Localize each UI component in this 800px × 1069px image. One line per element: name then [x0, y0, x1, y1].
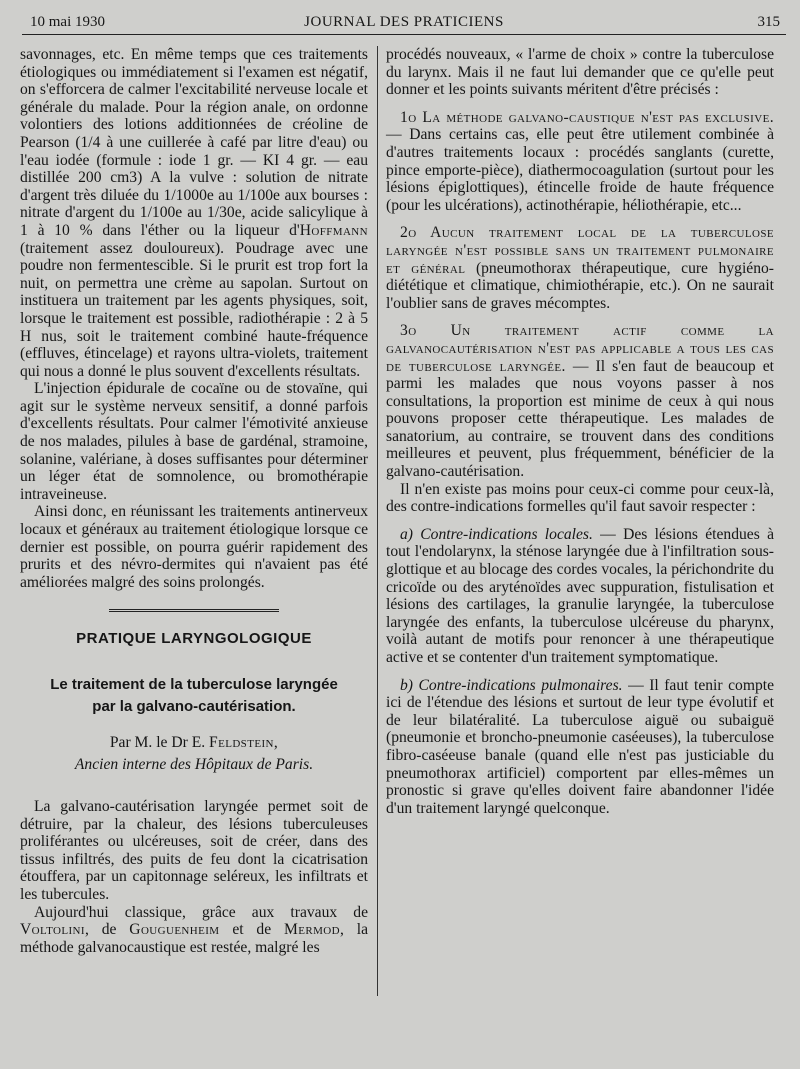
column-rule — [377, 46, 378, 996]
paragraph: Aujourd'hui classique, grâce aux travaux de Voltolini, de Gouguenheim et de Mermod, la méthode galvanocaustique est restée, malgré les — [20, 903, 368, 956]
left-column — [20, 46, 368, 1059]
article-title — [20, 674, 368, 718]
article-byline: Par M. le Dr E. Feldstein, — [109, 734, 279, 751]
section-heading: PRATIQUE LARYNGOLOGIQUE — [76, 630, 312, 648]
page-number: 315 — [757, 14, 780, 30]
paragraph: La galvano-cautérisation laryngée permet soit de détruire, par la chaleur, des lésions tuberculeuses proliférantes ou ulcéreuses, soit de créer, dans des tissus infiltrés, des puits de feu dont la cicatrisation étouffera, par un capitonnage seléreux, les infiltrats et les tubercules. — [20, 798, 368, 903]
numbered-point-3: 3o Un traitement actif comme la galvanocautérisation n'est pas applicable a tous les cas de tuberculose laryngée. — Il s'en faut de beaucoup et parmi les malades que nous voyons passer à nos consultations, la proportion est minime de ceux à qui nous pouvons proposer cette thérapeutique. Les malades de sanatorium, au contraire, se trouvent dans des conditions meilleures et peuvent, plus fréquemment, bénéficier de la galvano-cautérisation. — [386, 322, 774, 481]
paragraph: Ainsi donc, en réunissant les traitements antinerveux locaux et généraux au traitement étiologique lorsque ce dernier est possible, on pourra guérir rapidement des prurits et des névro-dermites qui n'avaient pas été améliorées malgré des soins prolongés. — [20, 503, 368, 591]
paragraph: L'injection épidurale de cocaïne ou de stovaïne, qui agit sur le système nerveux sensitif, a donné parfois d'excellents résultats. Pour calmer l'émotivité anxieuse de nos malades, pilules à base de gardénal, stramoine, solanine, valériane, à doses suffisantes pour déterminer un léger état de somnolence, ou bromothérapie intraveineuse. — [20, 380, 368, 503]
article-title-line: par la galvano-cautérisation. — [92, 698, 296, 715]
paragraph: procédés nouveaux, « l'arme de choix » contre la tuberculose du larynx. Mais il ne faut lui demander que ce qu'elle peut donner et les points suivants méritent d'être précisés : — [386, 46, 774, 99]
numbered-point-2: 2o Aucun traitement local de la tuberculose laryngée n'est possible sans un traitement pulmonaire et général (pneumothorax thérapeutique, cure hygiéno-diététique et climatique, chimiothérapie, etc.). On ne saurait l'oublier sans de graves mécomptes. — [386, 224, 774, 312]
contraindications-local: a) Contre-indications locales. — Des lésions étendues à tout l'endolarynx, la sténose laryngée due à l'infiltration sous-glottique et au blocage des cordes vocales, la périchondrite du cricoïde ou des aryténoïdes avec suppuration, fistulisation et lésions des cartilages, la granulie laryngée, la tuberculose laryngée des enfants, la tuberculose ulcéreuse du pharynx, voilà autant de motifs pour renoncer à une thérapeutique active et se contenter d'un traitement symptomatique. — [386, 525, 774, 666]
running-header — [22, 10, 786, 35]
article-title-line: Le traitement de la tuberculose laryngée — [50, 676, 338, 693]
header-date: 10 mai 1930 — [30, 14, 105, 30]
contraindications-pulmonary: b) Contre-indications pulmonaires. — Il faut tenir compte ici de l'étendue des lésions et surtout de leur type évolutif et de leur bilatéralité. La tuberculose aiguë ou subaiguë (pneumonie et broncho-pneumonie caséeuses), la tuberculose fibro-caséeuse banale (quand elle n'est pas justiciable du pneumothorax artificiel) comportent par elles-mêmes un pronostic si grave qu'elles doivent faire abandonner l'idée d'un traitement laryngé quelconque. — [386, 676, 774, 817]
journal-title: JOURNAL DES PRATICIENS — [304, 14, 504, 30]
paragraph: Il n'en existe pas moins pour ceux-ci comme pour ceux-là, des contre-indications formelles qu'il faut savoir respecter : — [386, 480, 774, 516]
author-affiliation: Ancien interne des Hôpitaux de Paris. — [74, 756, 314, 773]
paragraph: savonnages, etc. En même temps que ces traitements étiologiques ou immédiatement si l'examen est négatif, on s'efforcera de calmer l'excitabilité nerveuse locale et générale du malade. Pour la région anale, on ordonne volontiers des lotions additionnées de créoline de Pearson (1/4 à une cuillerée à café par litre d'eau) ou l'eau iodée (formule : iode 1 gr. — KI 4 gr. — eau distillée 200 cm3) A la vulve : solution de nitrate d'argent très diluée du 1/1000e au 1/100e aux bourses : nitrate d'argent du 1/100e au 1/30e, acide salicylique à 1 à 10 % dans l'éther ou la liqueur d'Hoffmann (traitement assez douloureux). Poudrage avec une poudre non fermentescible. Si le prurit est trop fort la nuit, on permettra une crème au sapolan. Surtout on instituera un traitement par les agents physiques, soit, lorsque le traitement est possible, radiothérapie : 2 à 5 H nus, soit le traitement combiné haute-fréquence (effluves, étincelage) et rayons ultra-violets, traitement qui nous a donné le plus souvent d'excellents résultats. — [20, 46, 368, 380]
section-divider — [109, 609, 279, 616]
right-column — [386, 46, 774, 1059]
numbered-point-1: 1o La méthode galvano-caustique n'est pas exclusive. — Dans certains cas, elle peut être utilement combinée à d'autres traitements locaux : procédés sanglants (curette, pince emporte-pièce), diathermocoagulation (surtout pour les lésions épiglottiques), étincelle froide de haute fréquence (pour les ulcérations), actinothérapie, héliothérapie, etc... — [386, 108, 774, 214]
